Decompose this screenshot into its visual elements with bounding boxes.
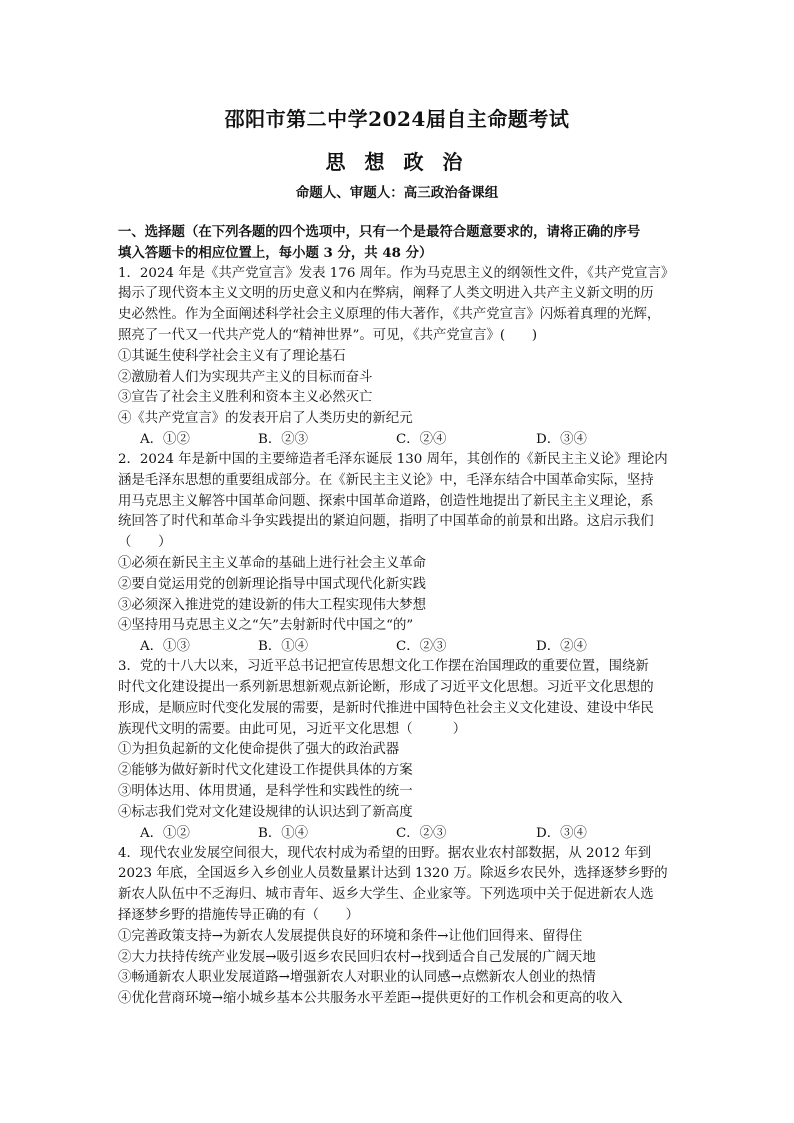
exam-content <box>118 222 688 1010</box>
statement-option: ③明体达用、体用贯通，是科学性和实践性的统一 <box>118 783 413 799</box>
statement-option: ①其诞生使科学社会主义有了理论基石 <box>118 348 346 364</box>
choice-c: C．②③ <box>396 639 447 655</box>
question-stem-line: 2023 年底，全国返乡入乡创业人员数量累计达到 1320 万。除返乡农民外，选择逐梦乡野的 <box>118 866 668 882</box>
question-stem-line: 4．现代农业发展空间很大，现代农村成为希望的田野。据农业农村部数据，从 2012 年到 <box>118 845 652 861</box>
statement-option: ②大力扶持传统产业发展→吸引返乡农民回归农村→找到适合自己发展的广阔天地 <box>118 949 596 965</box>
subject-title: 思 想 政 治 <box>325 150 469 174</box>
choice-d: D．③④ <box>536 825 587 841</box>
choice-a: A．①② <box>140 825 190 841</box>
statement-option: ③宣告了社会主义胜利和资本主义必然灭亡 <box>118 390 373 406</box>
statement-option: ③畅通新农人职业发展道路→增强新农人对职业的认同感→点燃新农人创业的热情 <box>118 970 596 986</box>
question-stem-line: 择逐梦乡野的措施传导正确的有（ ） <box>118 907 360 923</box>
statement-option: ②激励着人们为实现共产主义的目标而奋斗 <box>118 369 373 385</box>
question-stem-line: 新农人队伍中不乏海归、城市青年、返乡大学生、企业家等。下列选项中关于促进新农人选 <box>118 887 654 903</box>
question-stem-line: 统回答了时代和革命斗争实践提出的紧迫问题，指明了中国革命的前景和出路。这启示我们 <box>118 514 654 530</box>
choice-a: A．①③ <box>140 639 190 655</box>
question-stem-line: 用马克思主义解答中国革命问题、探索中国革命道路，创造性地提出了新民主主义理论，系 <box>118 493 654 509</box>
question-stem-line: 揭示了现代资本主义文明的历史意义和内在弊病，阐释了人类文明进入共产主义新文明的历 <box>118 286 654 302</box>
statement-option: ④坚持用马克思主义之“矢”去射新时代中国之“的” <box>118 618 414 634</box>
statement-option: ④标志我们党对文化建设规律的认识达到了新高度 <box>118 804 413 820</box>
question-stem-line: （ ） <box>118 535 172 551</box>
answer-choices <box>118 824 688 844</box>
statement-option: ③必须深入推进党的建设新的伟大工程实现伟大梦想 <box>118 597 426 613</box>
choice-c: C．②③ <box>396 825 447 841</box>
authors-line: 命题人、审题人：高三政治备课组 <box>295 185 499 201</box>
statement-option: ②能够为做好新时代文化建设工作提供具体的方案 <box>118 763 413 779</box>
choice-c: C．②④ <box>396 431 447 447</box>
question-2 <box>118 450 688 657</box>
choice-b: B．②③ <box>258 431 309 447</box>
section-heading <box>118 222 688 264</box>
question-1 <box>118 264 688 450</box>
question-3 <box>118 657 688 843</box>
question-stem-line: 形成，是顺应时代变化发展的需要，是新时代推进中国特色社会主义文化建设、建设中华民 <box>118 700 654 716</box>
choice-b: B．①④ <box>258 825 309 841</box>
choice-d: D．②④ <box>536 639 587 655</box>
choice-a: A．①② <box>140 431 190 447</box>
question-stem-line: 照亮了一代又一代共产党人的“精神世界”。可见，《共产党宣言》( ) <box>118 327 538 343</box>
section-heading-line: 填入答题卡的相应位置上，每小题 3 分，共 48 分） <box>118 244 433 261</box>
statement-option: ①必须在新民主主义革命的基础上进行社会主义革命 <box>118 555 426 571</box>
question-stem-line: 时代文化建设提出一系列新思想新观点新论断，形成了习近平文化思想。习近平文化思想的 <box>118 679 654 695</box>
statement-option: ①为担负起新的文化使命提供了强大的政治武器 <box>118 742 400 758</box>
question-stem-line: 1．2024 年是《共产党宣言》发表 176 周年。作为马克思主义的纲领性文件，《共产党宣言》 <box>118 265 675 281</box>
question-stem-line: 3．党的十八大以来，习近平总书记把宣传思想文化工作摆在治国理政的重要位置，围绕新 <box>118 659 649 675</box>
answer-choices <box>118 637 688 657</box>
statement-option: ④《共产党宣言》的发表开启了人类历史的新纪元 <box>118 411 413 427</box>
question-stem-line: 涵是毛泽东思想的重要组成部分。在《新民主主义论》中，毛泽东结合中国革命实际，坚持 <box>118 472 654 488</box>
statement-option: ①完善政策支持→为新农人发展提供良好的环境和条件→让他们回得来、留得住 <box>118 928 583 944</box>
answer-choices <box>118 430 688 450</box>
statement-option: ②要自觉运用党的创新理论指导中国式现代化新实践 <box>118 576 426 592</box>
statement-option: ④优化营商环境→缩小城乡基本公共服务水平差距→提供更好的工作机会和更高的收入 <box>118 991 623 1007</box>
exam-title: 邵阳市第二中学2024届自主命题考试 <box>224 107 570 131</box>
question-stem-line: 族现代文明的需要。由此可见，习近平文化思想（ ） <box>118 721 467 737</box>
question-stem-line: 史必然性。作为全面阐述科学社会主义原理的伟大著作，《共产党宣言》闪烁着真理的光辉， <box>118 307 661 323</box>
question-4 <box>118 844 688 1010</box>
choice-d: D．③④ <box>536 431 587 447</box>
section-heading-line: 一、选择题（在下列各题的四个选项中，只有一个是最符合题意要求的，请将正确的序号 <box>118 224 641 240</box>
choice-b: B．①④ <box>258 639 309 655</box>
question-stem-line: 2．2024 年是新中国的主要缔造者毛泽东诞辰 130 周年，其创作的《新民主主义论》理论内 <box>118 451 668 467</box>
